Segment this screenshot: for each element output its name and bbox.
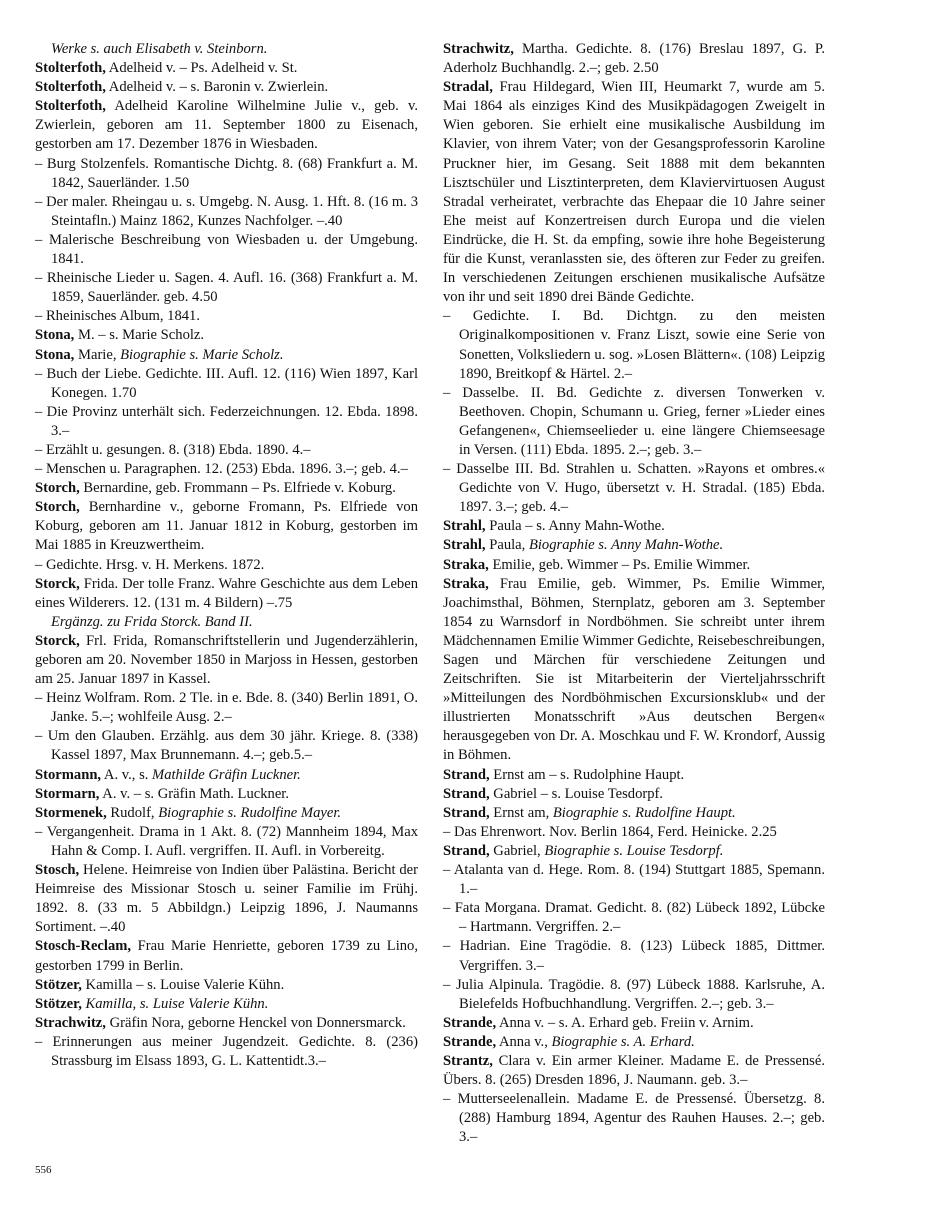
entry-text: Gabriel, [489,842,545,859]
entry-head: Stötzer, [35,976,82,993]
entry-text: – Gedichte. Hrsg. v. H. Merkens. 1872. [35,556,265,573]
entry-ref: Kamilla, s. Luise Valerie Kühn. [85,995,269,1012]
entry-text: Emilie, geb. Wimmer – Ps. Emilie Wimmer. [488,556,751,573]
entry-text: – Der maler. Rheingau u. s. Umgebg. N. Ausg. 1. Hft. 8. (16 m. 3 Steintafln.) Mainz 1862, Kunzes Nachfolger. –.40 [35,193,418,229]
page-number: 556 [35,1164,52,1176]
entry-text: – Heinz Wolfram. Rom. 2 Tle. in e. Bde. 8. (340) Berlin 1891, O. Janke. 5.–; wohlfeile Ausg. 2.– [35,690,418,726]
entry-text: Adelheid v. – Ps. Adelheid v. St. [105,60,298,77]
entry [35,1033,418,1071]
entry-text: Rudolf, [106,804,159,821]
entry-head: Straka, [443,556,489,573]
entry-text: Paula – s. Anny Mahn-Wothe. [485,518,665,535]
entry-ref: Biographie s. Anny Mahn-Wothe. [528,537,724,554]
entry [443,384,825,460]
entry [35,78,418,97]
entry [443,1090,825,1147]
entry-head: Storch, [35,499,80,516]
entry [35,575,418,613]
entry [35,59,418,78]
entry [443,575,825,766]
entry-head: Stradal, [443,79,493,96]
entry-head: Straka, [443,575,489,592]
entry-head: Strachwitz, [443,41,514,57]
entry [443,40,825,78]
entry-text: Bernardine, geb. Frommann – Ps. Elfriede v. Koburg. [79,480,396,497]
entry [35,804,418,823]
entry [35,766,418,785]
entry [443,804,825,823]
entry-ref: Biographie s. Marie Scholz. [120,346,284,363]
entry [35,556,418,575]
entry-ref: Biographie s. Louise Tesdorpf. [544,842,724,859]
entry [443,460,825,517]
entry [35,365,418,403]
entry-text: – Die Provinz unterhält sich. Federzeichnungen. 12. Ebda. 1898. 3.– [35,403,418,439]
entry [35,498,418,555]
entry-text: – Fata Morgana. Dramat. Gedicht. 8. (82) Lübeck 1892, Lübcke – Hartmann. Vergriffen. 2.– [443,900,825,936]
entry [443,937,825,975]
entry-text: – Erzählt u. gesungen. 8. (318) Ebda. 1890. 4.– [35,441,311,458]
entry-text: Frida. Der tolle Franz. Wahre Geschichte aus dem Leben eines Wilderers. 12. (131 m. 4 Bildern) –.75 [35,575,418,611]
entry [35,995,418,1014]
entry [35,632,418,689]
entry-text: Ernst am, [489,804,553,821]
entry [443,976,825,1014]
entry-ref: Biographie s. A. Erhard. [551,1033,695,1050]
entry [35,937,418,975]
entry-text: Frl. Frida, Romanschriftstellerin und Jugenderzählerin, geboren am 20. November 1850 in Marjoss in Hessen, gestorben am 25. Januar 1897 in Kassel. [35,632,418,688]
entry [35,785,418,804]
entry-text: – Menschen u. Paragraphen. 12. (253) Ebda. 1896. 3.–; geb. 4.– [35,461,408,478]
entry-text: Paula, [485,537,529,554]
entry-text: Ernst am – s. Rudolphine Haupt. [489,766,685,783]
entry [35,727,418,765]
entry [35,441,418,460]
entry-text: – Rheinische Lieder u. Sagen. 4. Aufl. 16. (368) Frankfurt a. M. 1859, Sauerländer. geb. 4.50 [35,270,418,306]
entry [35,193,418,231]
entry-text: Kamilla – s. Louise Valerie Kühn. [81,976,285,993]
entry [443,861,825,899]
entry-head: Strantz, [443,1052,493,1069]
entry-text: Anna v. – s. A. Erhard geb. Freiin v. Arnim. [496,1014,754,1031]
entry [443,517,825,536]
entry [35,346,418,365]
entry-text: – Dasselbe. II. Bd. Gedichte z. diversen Tonwerken v. Beethoven. Chopin, Schumann u. Grieg, ferner »Lieder eines Gefangenen«, Chiemseelieder u. eine längere Chiemseesage in Versen. (111) Ebda. 1895. 2.–; geb. 3.– [443,384,825,458]
entry [35,269,418,307]
entry-text: – Mutterseelenallein. Madame E. de Pressensé. Übersetzg. 8. (288) Hamburg 1894, Agentur des Rauhen Hauses. 2.–; geb. 3.– [443,1091,825,1146]
entry-text: Marie, [74,346,121,363]
entry-ref: Ergänzg. zu Frida Storck. Band II. [51,613,253,630]
entry [35,823,418,861]
entry-text: Helene. Heimreise von Indien über Palästina. Bericht der Heimreise des Missionar Stosch u. seiner Familie im Frühj. 1892. 8. (33 m. 5 Abbildgn.) Leipzig 1896, J. Naumanns Sortiment. –.40 [35,862,418,936]
entry-head: Strand, [443,804,490,821]
entry-ref: Biographie s. Rudolfine Mayer. [158,804,342,821]
entry-head: Stolterfoth, [35,98,106,115]
entry-text: A. v. – s. Gräfin Math. Luckner. [99,785,289,802]
entry [443,1014,825,1033]
entry-text: Clara v. Ein armer Kleiner. Madame E. de Pressensé. Übers. 8. (265) Dresden 1896, J. Naumann. geb. 3.– [443,1052,825,1089]
entry-text: – Rheinisches Album, 1841. [35,308,200,325]
entry-ref: Werke s. auch Elisabeth v. Steinborn. [51,41,268,57]
entry-text: Frau Marie Henriette, geboren 1739 zu Lino, gestorben 1799 in Berlin. [35,938,418,974]
entry-text: Gabriel – s. Louise Tesdorpf. [489,785,664,802]
entry-ref: Mathilde Gräfin Luckner. [152,766,301,783]
entry-text: – Burg Stolzenfels. Romantische Dichtg. 8. (68) Frankfurt a. M. 1842, Sauerländer. 1.50 [35,155,418,191]
left-column [35,40,418,1071]
entry [443,536,825,555]
entry [35,326,418,345]
entry-head: Stosch, [35,862,80,879]
entry-text: – Das Ehrenwort. Nov. Berlin 1864, Ferd. Heinicke. 2.25 [443,823,777,840]
entry-head: Stormenek, [35,804,107,821]
entry [35,155,418,193]
entry-head: Storck, [35,575,80,592]
entry-text: A. v., s. [101,766,153,783]
entry-head: Stosch-Reclam, [35,938,132,955]
entry-text: – Hadrian. Eine Tragödie. 8. (123) Lübeck 1885, Dittmer. Vergriffen. 3.– [443,938,825,974]
entry [35,97,418,154]
entry [35,479,418,498]
entry [443,556,825,575]
entry-text: Adelheid v. – s. Baronin v. Zwierlein. [105,79,329,96]
entry [443,842,825,861]
entry-head: Stötzer, [35,995,82,1012]
entry [35,976,418,995]
entry [35,403,418,441]
entry-head: Strahl, [443,537,486,554]
entry-head: Stolterfoth, [35,60,106,77]
entry-head: Strande, [443,1033,497,1050]
entry-head: Storch, [35,480,80,497]
right-column [443,40,825,1147]
entry-text: – Atalanta van d. Hege. Rom. 8. (194) Stuttgart 1885, Spemann. 1.– [443,862,825,898]
entry [35,307,418,326]
entry-text: Martha. Gedichte. 8. (176) Breslau 1897, G. P. Aderholz Buchhandlg. 2.–; geb. 2.50 [443,41,825,77]
entry [35,460,418,479]
entry-text: – Gedichte. I. Bd. Dichtgn. zu den meisten Originalkompositionen v. Franz Liszt, sowie eine Serie von Sonetten, Volksliedern u. sog. »Losen Blättern«. (108) Leipzig 1890, Breitkopf & Härtel. 2.– [443,308,825,382]
entry-head: Strachwitz, [35,1014,106,1031]
entry-head: Stolterfoth, [35,79,106,96]
entry [35,40,418,59]
entry [443,823,825,842]
entry-text: – Julia Alpinula. Tragödie. 8. (97) Lübeck 1888. Karlsruhe, A. Bielefelds Hofbuchhandlung. Vergriffen. 2.–; geb. 3.– [443,976,825,1012]
entry [35,613,418,632]
entry-head: Stona, [35,327,75,344]
entry-head: Strahl, [443,518,486,535]
entry-text: Bernhardine v., geborne Fromann, Ps. Elfriede von Koburg, geboren am 11. Januar 1812 in Koburg, gestorben im Mai 1885 in Kreuzwertheim. [35,499,418,554]
entry [35,689,418,727]
entry-head: Storck, [35,632,80,649]
entry [443,766,825,785]
entry-text: Frau Hildegard, Wien III, Heumarkt 7, wurde am 5. Mai 1864 als einziges Kind des Musikpädagogen Zweigelt in Wien geboren. Sie erhielt eine musikalische Ausbildung im Klavier, von ihrem Vater; von der Gesangsprofessorin Karoline Pruckner hier, im Gesang. Seit 1888 mit dem bekannten Lisztschüler und Lisztinterpreten, dem Klaviervirtuosen August Stradal verheiratet, verbrachte das Ehepaar die 10 Jahre seiner Ehe meist auf Konzertreisen durch Europa und die vielen Eindrücke, die H. St. da empfing, sowie ihre hohe Begeisterung für die Kunst, veranlassten sie, des öfteren zur Feder zu greifen. In verschiedenen Zeitungen erschienen musikalische Aufsätze von ihr und seit 1890 drei Bände Gedichte. [443,79,825,306]
entry-text: – Dasselbe III. Bd. Strahlen u. Schatten. »Rayons et ombres.« Gedichte von V. Hugo, übersetzt v. H. Stradal. (185) Ebda. 1897. 3.–; geb. 4.– [443,461,825,516]
entry [443,785,825,804]
entry [35,861,418,937]
entry [443,78,825,307]
entry-head: Strand, [443,785,490,802]
entry [443,1052,825,1090]
entry-text: Anna v., [496,1033,552,1050]
entry [443,899,825,937]
entry-text: – Vergangenheit. Drama in 1 Akt. 8. (72) Mannheim 1894, Max Hahn & Comp. I. Aufl. vergriffen. II. Aufl. in Vorbereitg. [35,823,418,859]
entry-head: Strand, [443,842,490,859]
entry-text: – Malerische Beschreibung von Wiesbaden u. der Umgebung. 1841. [35,231,418,268]
entry-text: – Um den Glauben. Erzählg. aus dem 30 jähr. Kriege. 8. (338) Kassel 1897, Max Brunnemann. 4.–; geb.5.– [35,728,418,764]
entry [35,231,418,269]
entry [443,307,825,383]
entry-head: Stormarn, [35,785,100,802]
entry-text: – Buch der Liebe. Gedichte. III. Aufl. 12. (116) Wien 1897, Karl Konegen. 1.70 [35,365,418,401]
entry-ref: Biographie s. Rudolfine Haupt. [552,804,736,821]
entry-text: – Erinnerungen aus meiner Jugendzeit. Gedichte. 8. (236) Strassburg im Elsass 1893, G. L. Kattentidt.3.– [35,1033,418,1069]
entry [443,1033,825,1052]
entry [35,1014,418,1033]
entry-text: Adelheid Karoline Wilhelmine Julie v., geb. v. Zwierlein, geboren am 11. September 1800 zu Eisenach, gestorben am 17. Dezember 1876 in Wiesbaden. [35,98,418,153]
entry-text: M. – s. Marie Scholz. [74,327,205,344]
entry-text: Gräfin Nora, geborne Henckel von Donnersmarck. [105,1014,406,1031]
entry-head: Stona, [35,346,75,363]
entry-head: Strand, [443,766,490,783]
entry-head: Strande, [443,1014,497,1031]
entry-text: Frau Emilie, geb. Wimmer, Ps. Emilie Wimmer, Joachimsthal, Böhmen, Sternplatz, geboren am 3. September 1854 zu Warnsdorf in Nordböhmen. Sie schreibt unter ihrem Mädchennamen Emilie Wimmer Gedichte, Reisebeschreibungen, Sagen und Märchen für verschiedene Zeitungen und Zeitschriften. Sie ist Mitarbeiterin der Vierteljahrsschrift »Mitteilungen des Nordböhmischen Excursionsklub« und der illustrierten Monatsschrift »Aus deutschen Bergen« herausgegeben von Dr. A. Moschkau und F. W. Krondorf, Aussig in Böhmen. [443,575,825,764]
entry-head: Stormann, [35,766,102,783]
